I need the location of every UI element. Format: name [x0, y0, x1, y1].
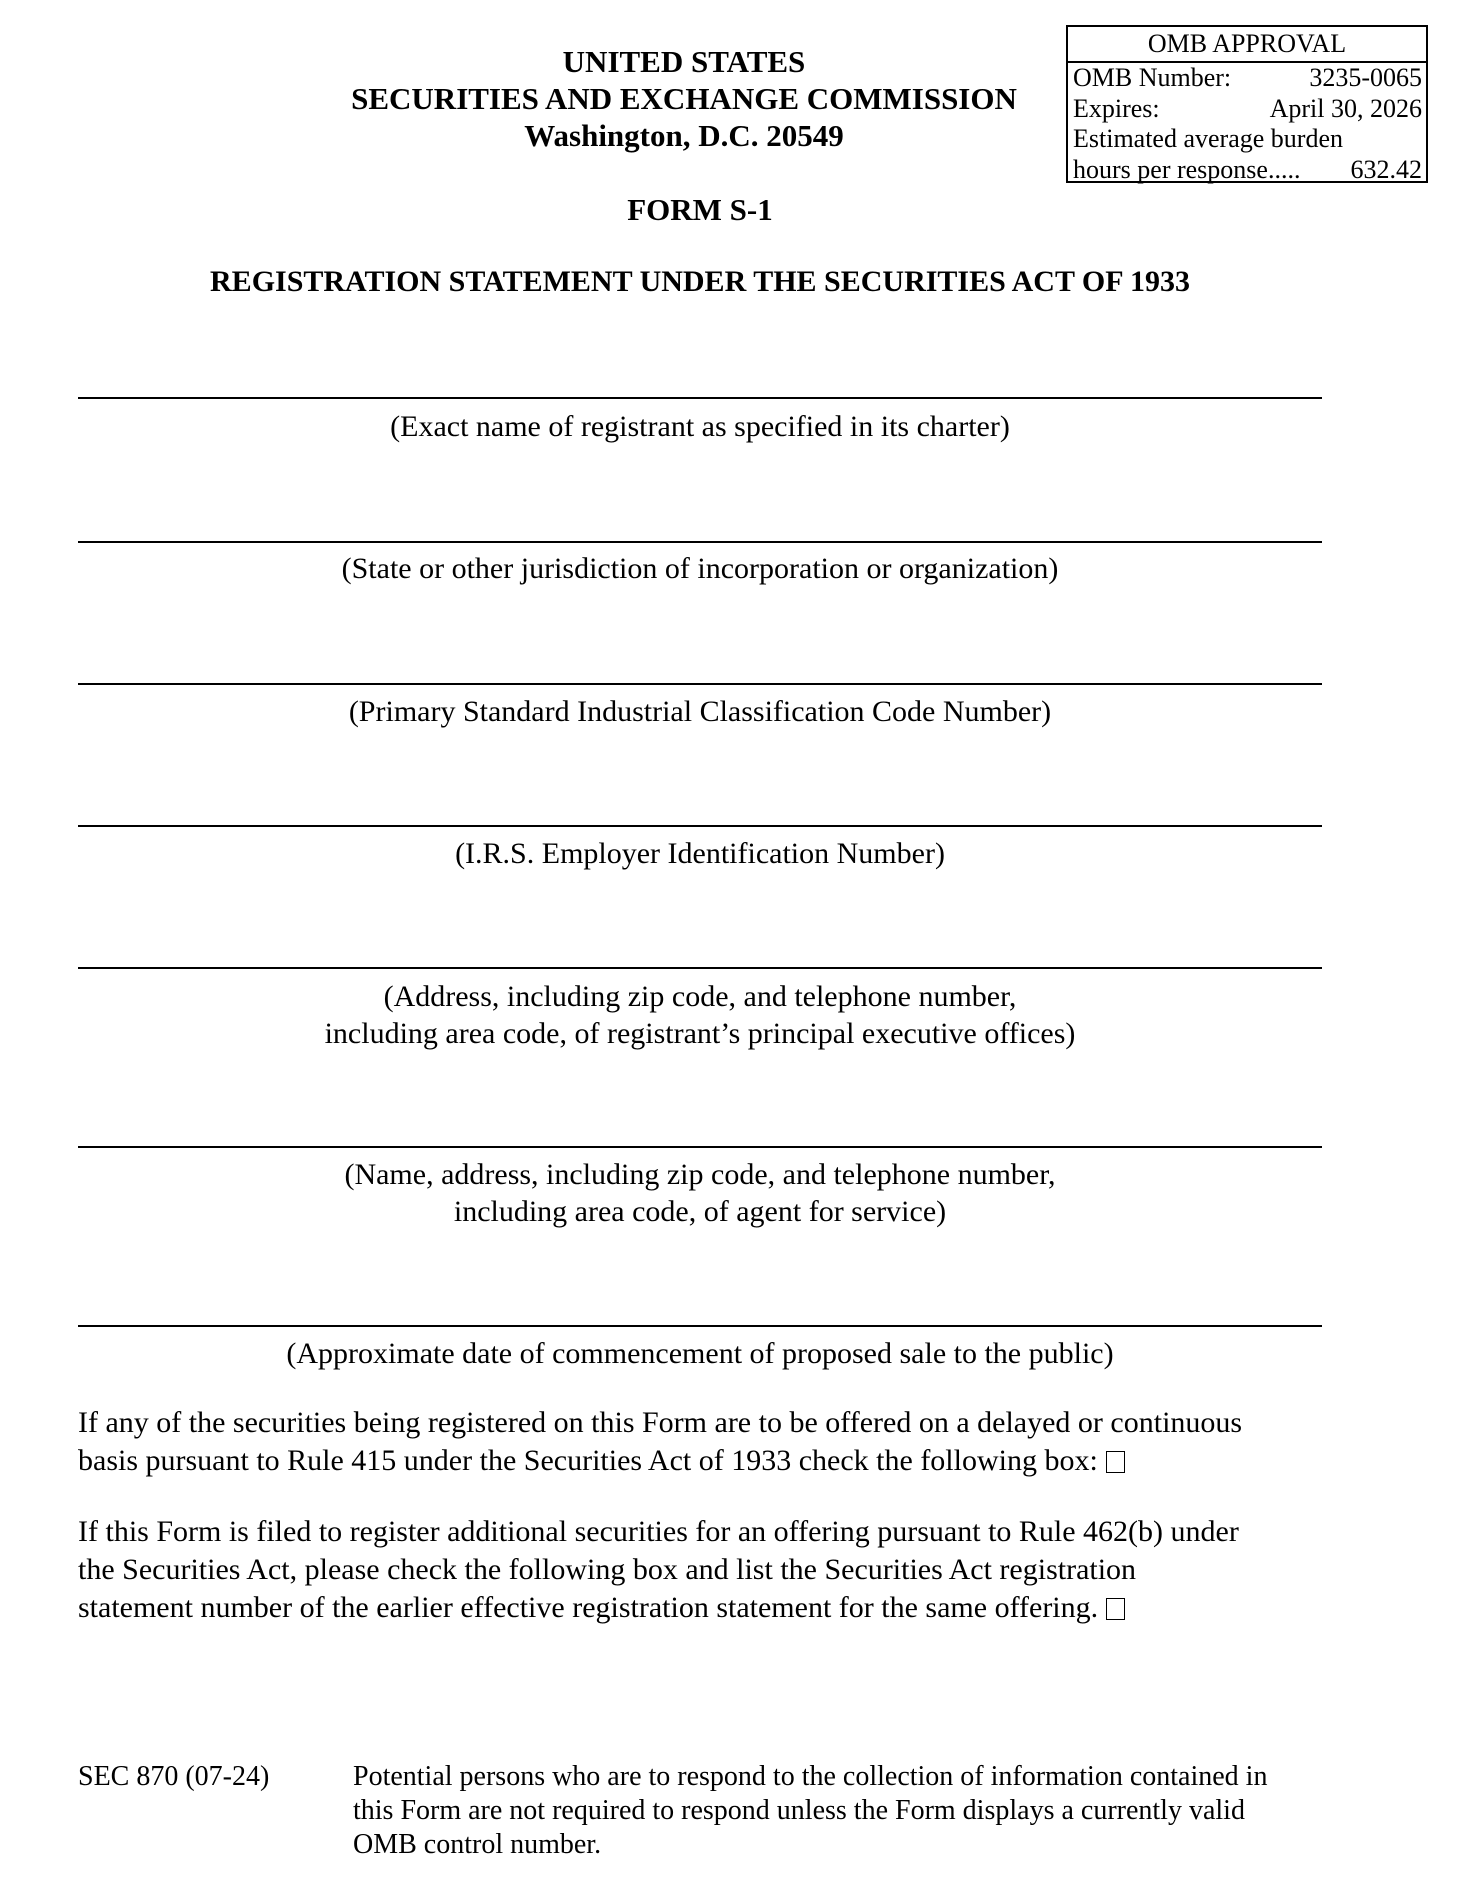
field-label-sale-date [78, 1335, 1322, 1372]
header-agency: SECURITIES AND EXCHANGE COMMISSION [351, 81, 1017, 116]
field-label-jurisdiction [78, 550, 1322, 587]
field-line-sale-date[interactable] [78, 1325, 1322, 1327]
notice-line: Potential persons who are to respond to the collection of information contained in [353, 1761, 1268, 1792]
burden-row-2 [1068, 155, 1426, 186]
omb-number-label: OMB Number: [1073, 63, 1232, 92]
notice-line: this Form are not required to respond unless the Form displays a currently valid [353, 1795, 1245, 1826]
rule-462b-checkbox[interactable] [1106, 1598, 1125, 1620]
label-line: (Exact name of registrant as specified in its charter) [390, 410, 1010, 443]
paragraph-line: If any of the securities being registered on this Form are to be offered on a delayed or continuous [78, 1406, 1243, 1439]
label-line: (Name, address, including zip code, and telephone number, [344, 1158, 1056, 1191]
field-line-ein[interactable] [78, 825, 1322, 827]
header-address: Washington, D.C. 20549 [524, 118, 844, 153]
omb-approval-box [1066, 25, 1428, 183]
omb-approval-title: OMB APPROVAL [1068, 27, 1426, 63]
field-label-ein [78, 835, 1322, 872]
label-line: including area code, of agent for service) [453, 1195, 947, 1228]
label-line: (I.R.S. Employer Identification Number) [455, 837, 945, 870]
notice-line: OMB control number. [353, 1829, 602, 1860]
paragraph-line: If this Form is filed to register additional securities for an offering pursuant to Rule 462(b) under [78, 1515, 1239, 1548]
label-line: (Primary Standard Industrial Classification Code Number) [348, 695, 1052, 728]
label-line: including area code, of registrant’s principal executive offices) [324, 1017, 1076, 1050]
expires-value: April 30, 2026 [1269, 93, 1422, 123]
rule-462b-paragraph [78, 1513, 1338, 1627]
omb-notice [353, 1760, 1353, 1862]
burden-row-1 [1068, 124, 1426, 155]
omb-number-value: 3235-0065 [1309, 63, 1422, 92]
form-title: FORM S-1 [627, 192, 773, 227]
form-code: SEC 870 (07-24) [78, 1761, 270, 1792]
field-line-agent-for-service[interactable] [78, 1146, 1322, 1148]
burden-label-line2: hours per response..... [1073, 154, 1301, 184]
paragraph-line: basis pursuant to Rule 415 under the Securities Act of 1933 check the following box: [78, 1444, 1098, 1477]
label-line: (Approximate date of commencement of proposed sale to the public) [286, 1337, 1114, 1370]
expires-label: Expires: [1073, 93, 1160, 123]
paragraph-line: statement number of the earlier effective registration statement for the same offering. [78, 1591, 1099, 1624]
header-country: UNITED STATES [562, 44, 806, 79]
burden-value: 632.42 [1350, 154, 1422, 184]
field-label-registrant-name [78, 408, 1322, 445]
field-line-principal-address[interactable] [78, 967, 1322, 969]
field-label-principal-address [78, 978, 1322, 1052]
field-label-sic-code [78, 693, 1322, 730]
field-line-registrant-name[interactable] [78, 397, 1322, 399]
label-line: (State or other jurisdiction of incorporation or organization) [341, 552, 1059, 585]
field-line-sic-code[interactable] [78, 683, 1322, 685]
field-label-agent-for-service [78, 1156, 1322, 1230]
paragraph-line: the Securities Act, please check the following box and list the Securities Act registration [78, 1553, 1137, 1586]
agency-header [280, 43, 1088, 154]
omb-number-row [1068, 63, 1426, 94]
paragraph-line-with-checkbox [78, 1589, 1338, 1627]
label-line: (Address, including zip code, and telephone number, [383, 980, 1017, 1013]
burden-label-line1: Estimated average burden [1073, 124, 1343, 153]
expires-row [1068, 94, 1426, 125]
paragraph-line-with-checkbox [78, 1442, 1338, 1480]
field-line-jurisdiction[interactable] [78, 541, 1322, 543]
rule-415-checkbox[interactable] [1106, 1451, 1125, 1473]
rule-415-paragraph [78, 1404, 1338, 1480]
registration-title: REGISTRATION STATEMENT UNDER THE SECURITIES ACT OF 1933 [210, 265, 1190, 298]
